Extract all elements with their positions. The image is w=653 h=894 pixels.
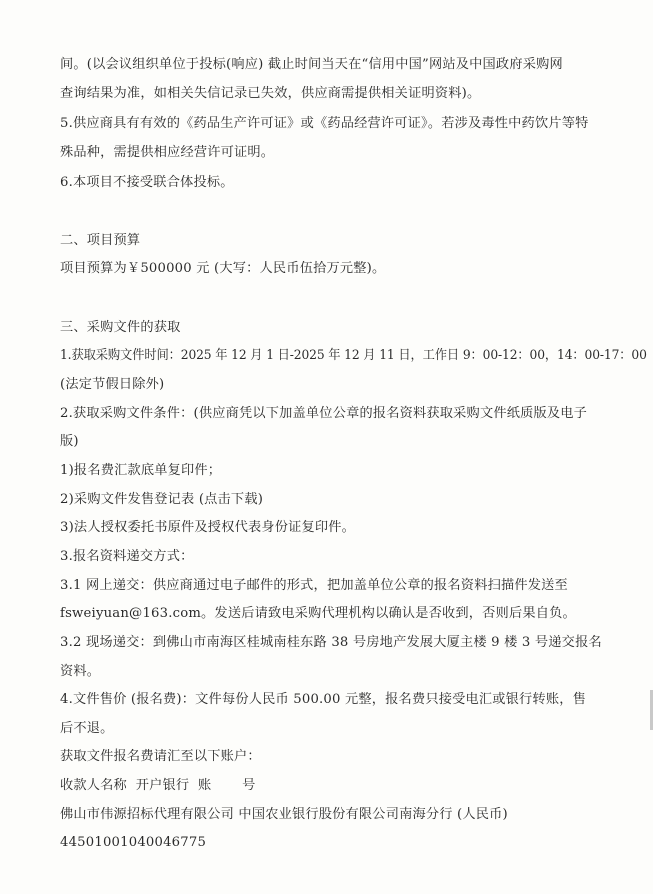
email-line: fsweiyuan@163.com。发送后请致电采购代理机构以确认是否收到，否则后果自负。 [60, 606, 576, 621]
paragraph-line: 查询结果为准，如相关失信记录已失效，供应商需提供相关证明资料)。 [60, 86, 481, 101]
paragraph-line: 3.报名资料递交方式： [60, 549, 194, 564]
paragraph-line: 1.获取采购文件时间：2025 年 12 月 1 日-2025 年 12 月 11 日，工作日 9：00-12：00，14：00-17：00 [60, 348, 647, 363]
paragraph-line: 6.本项目不接受联合体投标。 [60, 175, 234, 190]
section-heading: 三、采购文件的获取 [60, 320, 181, 335]
list-item: 3)法人授权委托书原件及授权代表身份证复印件。 [60, 520, 356, 535]
account-header: 收款人名称 开户银行 账 号 [60, 778, 256, 793]
paragraph-line: 资料。 [60, 664, 101, 679]
section-heading: 二、项目预算 [60, 233, 141, 248]
paragraph-line: 4.文件售价 (报名费)：文件每份人民币 500.00 元整，报名费只接受电汇或银行转账，售 [60, 692, 586, 707]
paragraph-line: 3.2 现场递交：到佛山市南海区桂城南桂东路 38 号房地产发展大厦主楼 9 楼 3 号递交报名 [60, 635, 602, 650]
paragraph-line: 5.供应商具有有效的《药品生产许可证》或《药品经营许可证》。若涉及毒性中药饮片等特 [60, 116, 589, 131]
paragraph-line: 后不退。 [60, 721, 114, 736]
paragraph-line: 获取文件报名费请汇至以下账户： [60, 749, 261, 764]
paragraph-line: 殊品种，需提供相应经营许可证明。 [60, 145, 275, 160]
list-item: 2)采购文件发售登记表 (点击下载) [60, 492, 264, 507]
paragraph-line: 版) [60, 434, 79, 449]
paragraph-line: 3.1 网上递交：供应商通过电子邮件的形式，把加盖单位公章的报名资料扫描件发送至 [60, 578, 568, 593]
paragraph-line: 项目预算为￥500000 元 (大写：人民币伍拾万元整)。 [60, 261, 386, 276]
account-number: 44501001040046775 [60, 835, 207, 850]
paragraph-line: 2.获取采购文件条件：(供应商凭以下加盖单位公章的报名资料获取采购文件纸质版及电子 [60, 406, 588, 421]
account-info: 佛山市伟源招标代理有限公司 中国农业银行股份有限公司南海分行 (人民币) [60, 807, 508, 822]
list-item: 1)报名费汇款底单复印件； [60, 463, 222, 478]
paragraph-line: 间。(以会议组织单位于投标(响应) 截止时间当天在“信用中国”网站及中国政府采购网 [60, 57, 563, 72]
paragraph-line: (法定节假日除外) [60, 377, 165, 392]
